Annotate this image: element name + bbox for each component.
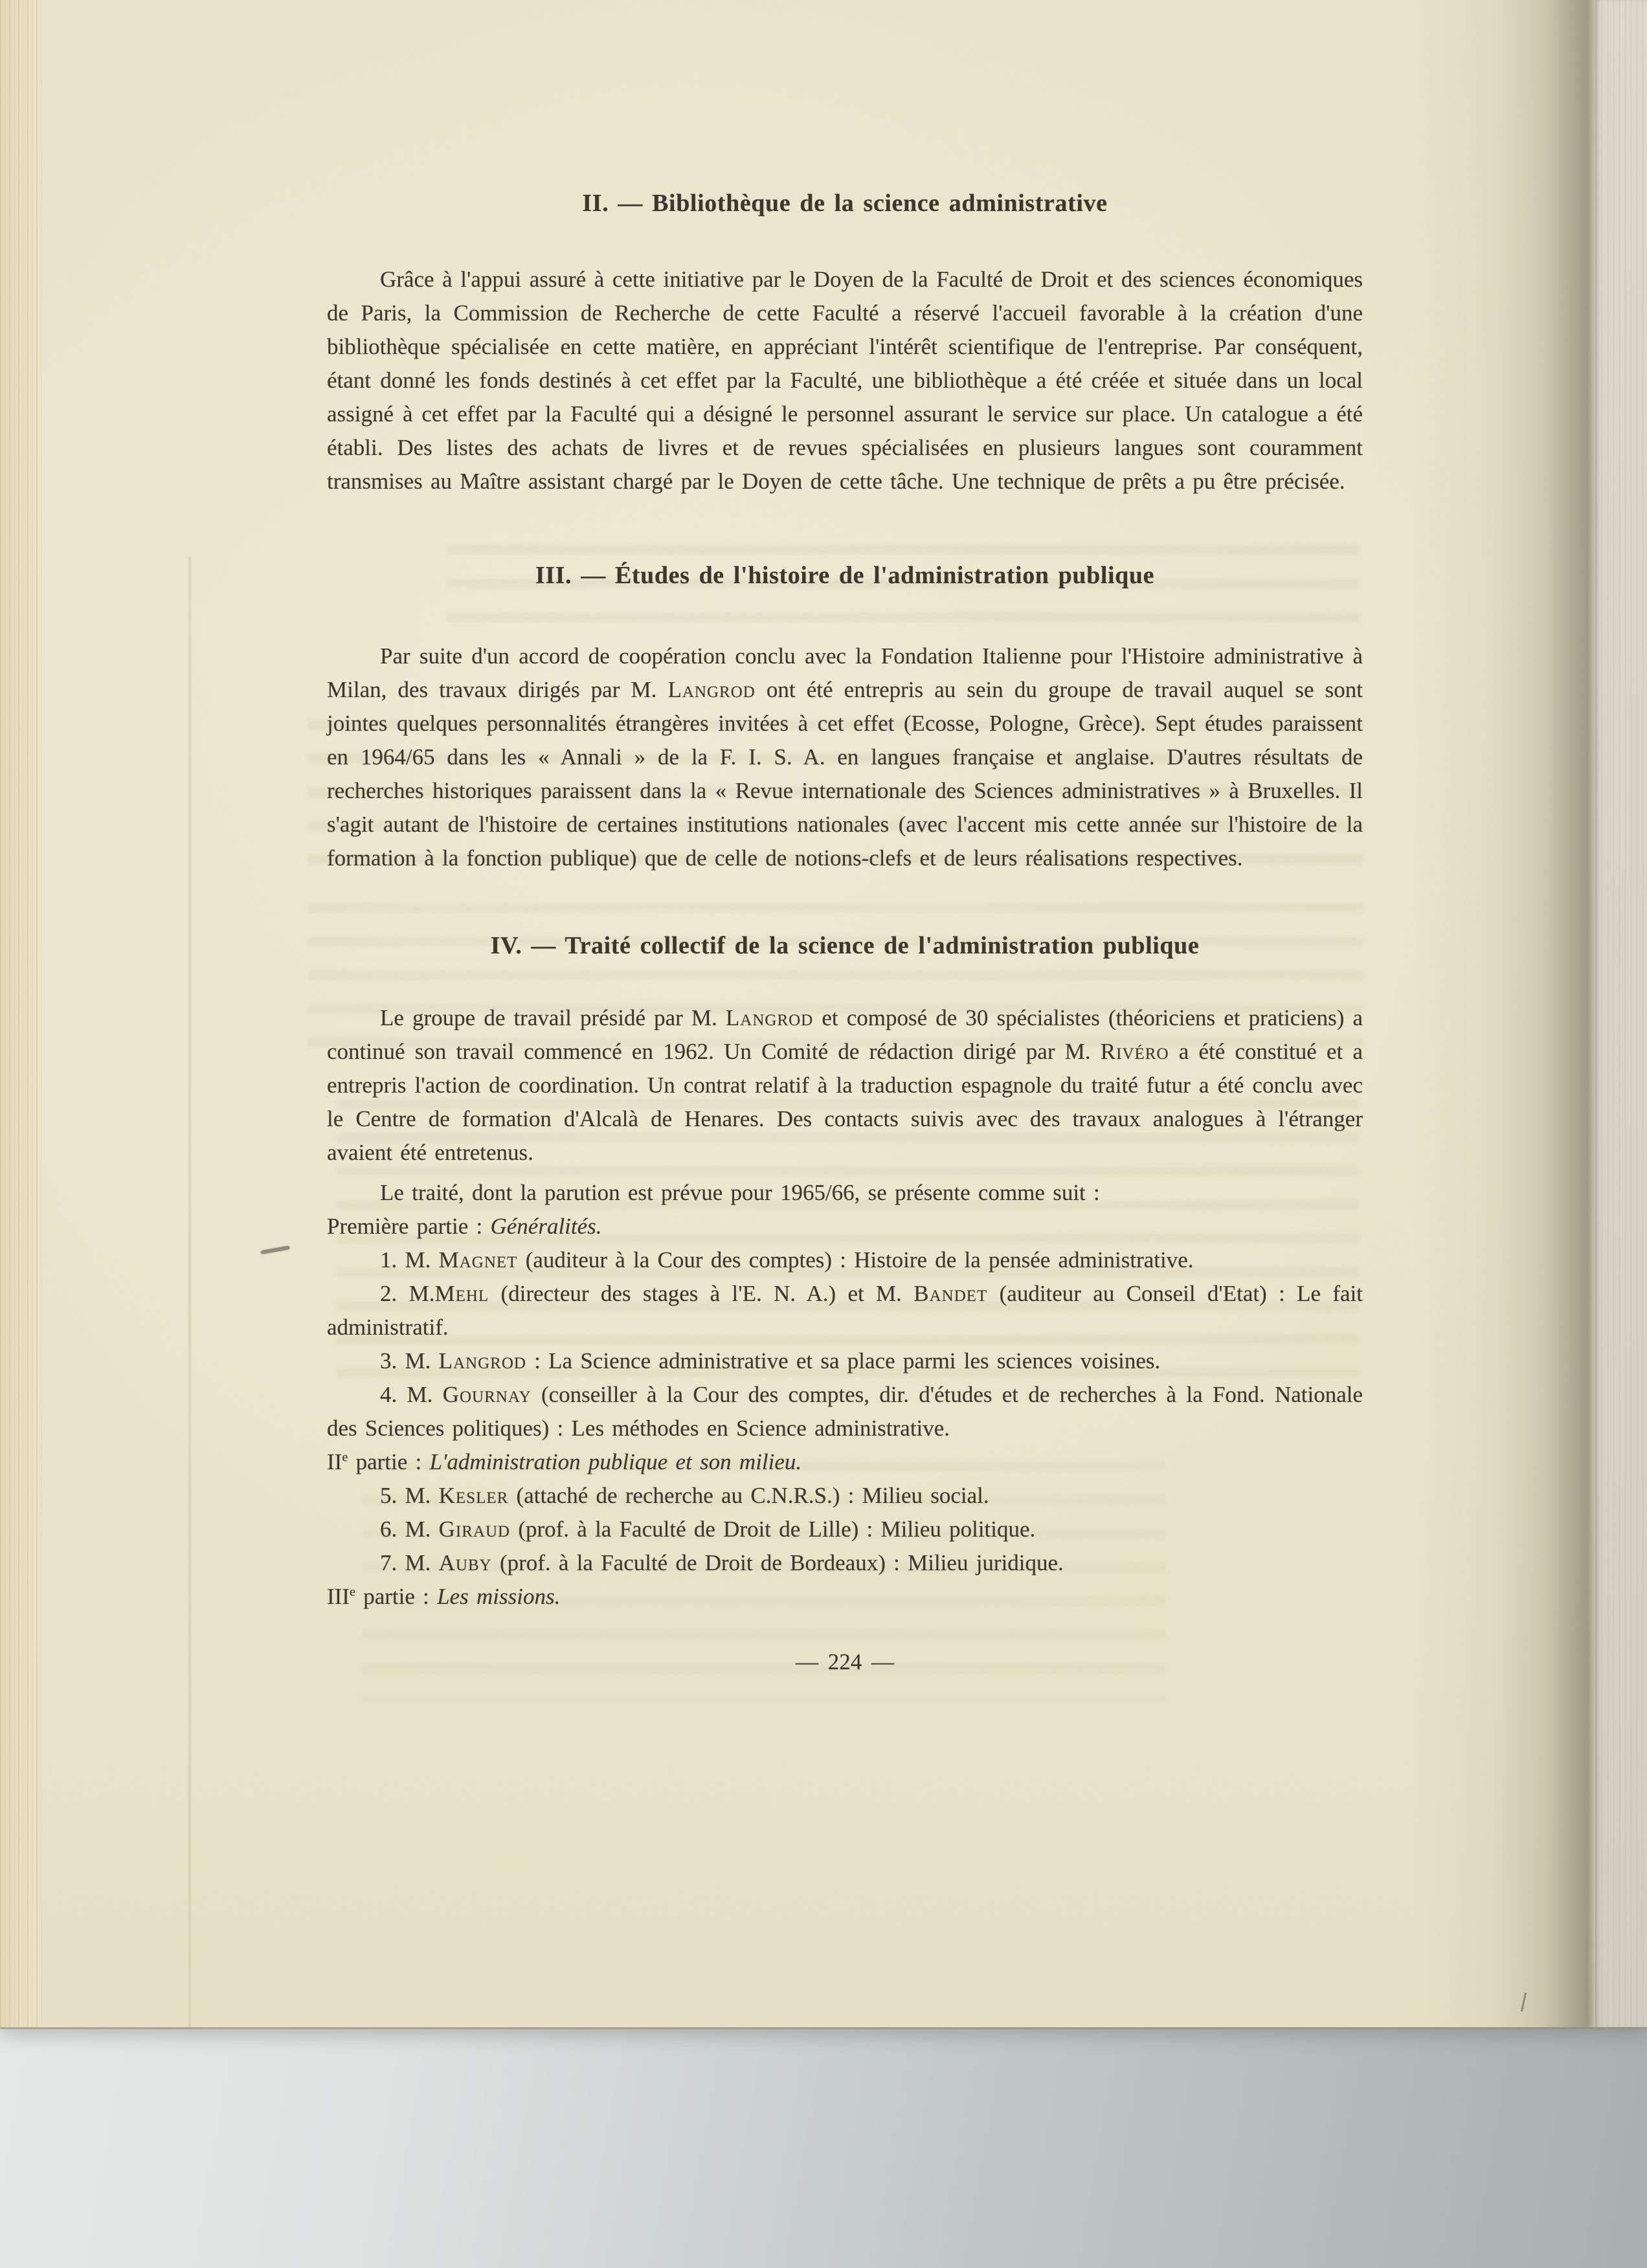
page-binding-edge [0, 0, 41, 2027]
section-heading: III. — Études de l'histoire de l'administration publique [535, 562, 1155, 589]
section-heading: IV. — Traité collectif de la science de l'administration publique [490, 932, 1200, 959]
text-run-sc: Rivéro [1100, 1039, 1169, 1064]
text-run-i: L'administration publique et son milieu. [429, 1449, 802, 1474]
underlying-pages-edge [1595, 0, 1647, 2027]
text-run-sc: Mehl [434, 1281, 489, 1306]
list-item: 5. M. Kesler (attaché de recherche au C.N.R.S.) : Milieu social. [380, 1483, 989, 1508]
text-run-sup: e [349, 1584, 355, 1599]
text-run-sc: Langrod [667, 677, 756, 702]
pencil-mark [262, 1245, 290, 1254]
list-item: 4. M. Gournay (conseiller à la Cour des comptes, dir. d'études et de recherches à la Fond. Nationale des Sciences politiques) : Les méthodes en Science administrative. [327, 1382, 1363, 1441]
text-run-sc: Gournay [442, 1382, 532, 1407]
list-item: 2. M.Mehl (directeur des stages à l'E. N. A.) et M. Bandet (auditeur au Conseil d'Etat) : Le fait administratif. [327, 1281, 1363, 1340]
list-item: 6. M. Giraud (prof. à la Faculté de Droit de Lille) : Milieu politique. [380, 1517, 1036, 1542]
text-run-sc: Magnet [438, 1247, 518, 1273]
page-curl-shadow [1411, 0, 1595, 2027]
list-item: 1. M. Magnet (auditeur à la Cour des comptes) : Histoire de la pensée administrative. [380, 1247, 1194, 1273]
paragraph: Le groupe de travail présidé par M. Langrod et composé de 30 spécialistes (théoriciens et praticiens) a continué son travail commencé en 1962. Un Comité de rédaction dirigé par M. Rivéro a été constitué et a entrepris l'action de coordination. Un contrat relatif à la traduction espagnole du traité futur a été conclu avec le Centre de formation d'Alcalà de Henares. Des contacts suivis avec des travaux analogues à l'étranger avaient été entretenus. [327, 1005, 1363, 1165]
part-line: IIe partie : L'administration publique et son milieu. [327, 1449, 802, 1474]
paragraph: Par suite d'un accord de coopération conclu avec la Fondation Italienne pour l'Histoire administrative à Milan, des travaux dirigés par M. Langrod ont été entrepris au sein du groupe de travail auquel se sont jointes quelques personnalités étrangères invitées à cet effet (Ecosse, Pologne, Grèce). Sept études paraissent en 1964/65 dans les « Annali » de la F. I. S. A. en langues française et anglaise. D'autres résultats de recherches historiques paraissent dans la « Revue internationale des Sciences administratives » à Bruxelles. Il s'agit autant de l'histoire de certaines institutions nationales (avec l'accent mis cette année sur l'histoire de la formation à la fonction publique) que de celle de notions-clefs et de leurs réalisations respectives. [327, 643, 1363, 871]
text-run-sc: Bandet [913, 1281, 988, 1306]
text-run-i: Les missions. [437, 1584, 561, 1609]
page-number: — 224 — [796, 1649, 894, 1674]
content-blocks [327, 188, 1363, 1614]
text-block [327, 188, 1363, 1675]
text-run-i: Généralités. [490, 1214, 602, 1239]
paragraph: Grâce à l'appui assuré à cette initiative par le Doyen de la Faculté de Droit et des sciences économiques de Paris, la Commission de Recherche de cette Faculté a réservé l'accueil favorable à la création d'une bibliothèque spécialisée en cette matière, en appréciant l'intérêt scientifique de l'entreprise. Par conséquent, étant donné les fonds destinés à cet effet par la Faculté, une bibliothèque a été créée et située dans un local assigné à cet effet par la Faculté qui a désigné le personnel assurant le service sur place. Un catalogue a été établi. Des listes des achats de livres et de revues spécialisées en plusieurs langues sont couramment transmises au Maître assistant chargé par le Doyen de cette tâche. Une technique de prêts a pu être précisée. [327, 267, 1363, 494]
text-run-sc: Langrod [438, 1348, 526, 1373]
part-line: IIIe partie : Les missions. [327, 1584, 561, 1609]
page-crease-line [189, 557, 190, 2027]
section-heading: II. — Bibliothèque de la science administrative [582, 190, 1108, 217]
text-run-sc: Auby [438, 1550, 492, 1575]
text-run-sc: Kesler [438, 1483, 509, 1508]
part-line: Première partie : Généralités. [327, 1214, 602, 1239]
list-item: 7. M. Auby (prof. à la Faculté de Droit de Bordeaux) : Milieu juridique. [380, 1550, 1064, 1575]
text-run-sc: Langrod [725, 1005, 814, 1030]
paragraph: Le traité, dont la parution est prévue pour 1965/66, se présente comme suit : [380, 1180, 1100, 1205]
text-run-sup: e [342, 1450, 348, 1465]
text-run-sc: Giraud [438, 1517, 511, 1542]
list-item: 3. M. Langrod : La Science administrative et sa place parmi les sciences voisines. [380, 1348, 1161, 1373]
